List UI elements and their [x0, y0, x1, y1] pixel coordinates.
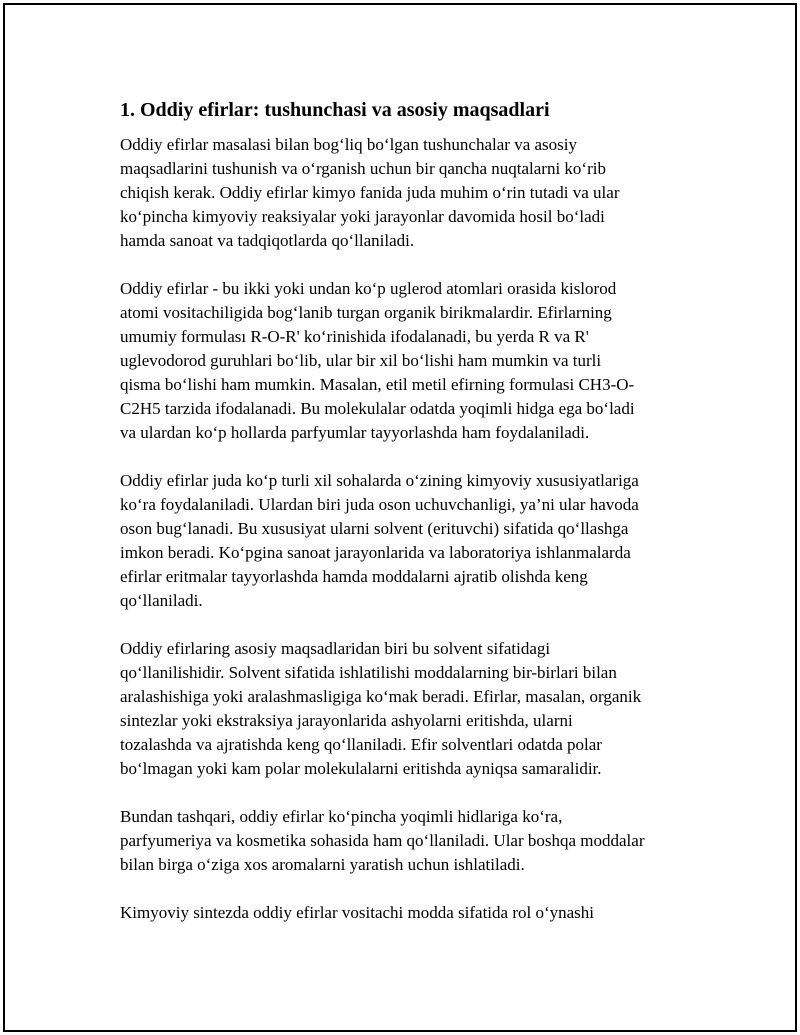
- text-line: bilan birga o‘ziga xos aromalarni yaratish uchun ishlatiladi.: [120, 855, 525, 874]
- text-line: efirlar eritmalar tayyorlashda hamda moddalarni ajratib olishda keng: [120, 567, 588, 586]
- text-line: va ulardan ko‘p hollarda parfyumlar tayyorlashda ham foydalaniladi.: [120, 423, 590, 442]
- text-line: ko‘ra foydalaniladi. Ulardan biri juda oson uchuvchanligi, ya’ni ular havoda: [120, 495, 639, 514]
- text-line: Oddiy efirlar - bu ikki yoki undan ko‘p uglerod atomlari orasida kislorod: [120, 279, 617, 298]
- text-line: qo‘llanilishidir. Solvent sifatida ishlatilishi moddalarning bir-birlari bilan: [120, 663, 617, 682]
- text-line: imkon beradi. Ko‘pgina sanoat jarayonlarida va laboratoriya ishlanmalarda: [120, 543, 631, 562]
- text-line: atomi vositachiligida bog‘lanib turgan organik birikmalardir. Efirlarning: [120, 303, 612, 322]
- text-line: uglevodorod guruhlari bo‘lib, ular bir xil bo‘lishi ham mumkin va turli: [120, 351, 602, 370]
- text-line: aralashishiga yoki aralashmasligiga ko‘mak beradi. Efirlar, masalan, organik: [120, 687, 642, 706]
- text-line: ko‘pincha kimyoviy reaksiyalar yoki jarayonlar davomida hosil bo‘ladi: [120, 207, 605, 226]
- text-line: Oddiy efirlar masalasi bilan bog‘liq bo‘lgan tushunchalar va asosiy: [120, 135, 577, 154]
- text-line: maqsadlarini tushunish va o‘rganish uchun bir qancha nuqtalarni ko‘rib: [120, 159, 606, 178]
- paragraph-2: [120, 277, 700, 445]
- text-line: umumiy formulası R-O-R' ko‘rinishida ifodalanadi, bu yerda R va R': [120, 327, 589, 346]
- paragraph-3: [120, 469, 700, 613]
- paragraph-4: [120, 637, 700, 781]
- text-line: Kimyoviy sintezda oddiy efirlar vositachi modda sifatida rol o‘ynashi: [120, 903, 594, 922]
- text-line: C2H5 tarzida ifodalanadi. Bu molekulalar odatda yoqimli hidga ega bo‘ladi: [120, 399, 635, 418]
- text-line: Bundan tashqari, oddiy efirlar ko‘pincha yoqimli hidlariga ko‘ra,: [120, 807, 563, 826]
- text-line: oson bug‘lanadi. Bu xususiyat ularni solvent (erituvchi) sifatida qo‘llashga: [120, 519, 629, 538]
- document-body: [120, 97, 700, 949]
- text-line: Oddiy efirlar juda ko‘p turli xil sohalarda o‘zining kimyoviy xususiyatlariga: [120, 471, 639, 490]
- text-line: sintezlar yoki ekstraksiya jarayonlarida ashyolarni eritishda, ularni: [120, 711, 573, 730]
- section-heading: 1. Oddiy efirlar: tushunchasi va asosiy maqsadlari: [120, 99, 550, 121]
- text-line: Oddiy efirlaring asosiy maqsadlaridan biri bu solvent sifatidagi: [120, 639, 551, 658]
- text-line: qo‘llaniladi.: [120, 591, 203, 610]
- paragraph-5: [120, 805, 700, 877]
- text-line: hamda sanoat va tadqiqotlarda qo‘llaniladi.: [120, 231, 415, 250]
- text-line: chiqish kerak. Oddiy efirlar kimyo fanida juda muhim o‘rin tutadi va ular: [120, 183, 620, 202]
- text-line: qisma bo‘lishi ham mumkin. Masalan, etil metil efirning formulasi CH3-O-: [120, 375, 635, 394]
- paragraph-6: [120, 901, 700, 925]
- text-line: bo‘lmagan yoki kam polar molekulalarni eritishda ayniqsa samaralidir.: [120, 759, 602, 778]
- text-line: parfyumeriya va kosmetika sohasida ham qo‘llaniladi. Ular boshqa moddalar: [120, 831, 645, 850]
- text-line: tozalashda va ajratishda keng qo‘llaniladi. Efir solventlari odatda polar: [120, 735, 602, 754]
- paragraph-1: [120, 133, 700, 253]
- document-page: [3, 3, 797, 1032]
